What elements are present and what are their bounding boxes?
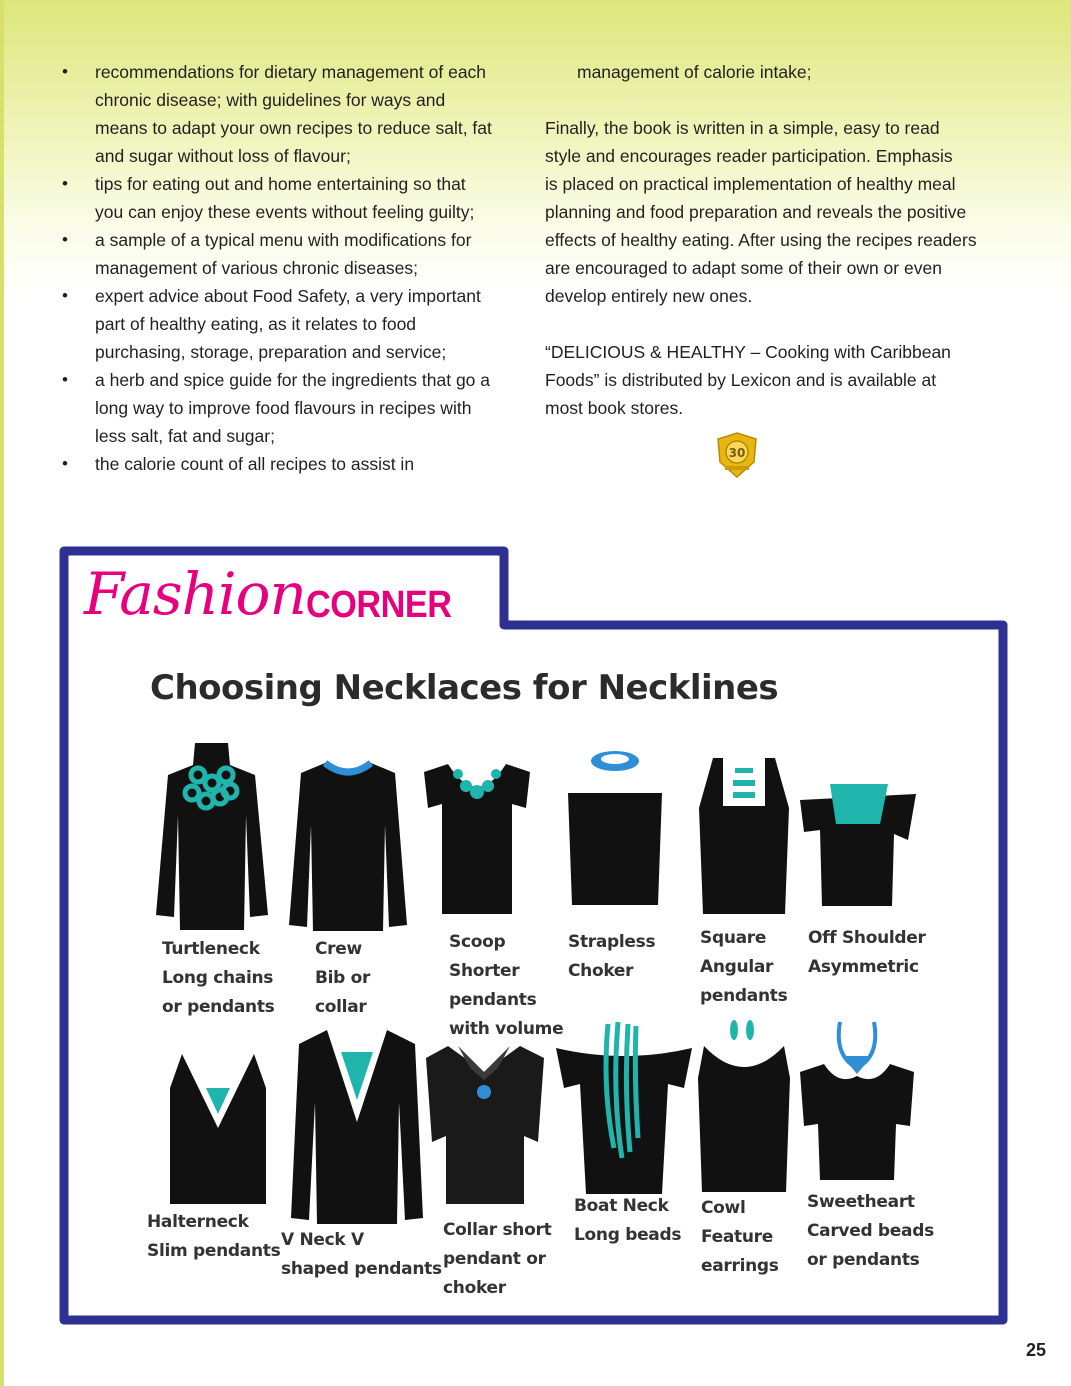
paragraph-line: develop entirely new ones. (545, 286, 753, 306)
bullet-line: • a herb and spice guide for the ingredients that go a (95, 370, 490, 390)
bullet-line: • recommendations for dietary management of each (95, 62, 487, 82)
bullet-line: management of various chronic diseases; (95, 258, 418, 278)
strapless-icon (560, 745, 670, 915)
right-column (545, 58, 1015, 450)
caption-square: Square Angular pendants (700, 928, 788, 1006)
bullet-item (62, 282, 532, 366)
bullet-line: purchasing, storage, preparation and service; (95, 342, 447, 362)
paragraph-line: planning and food preparation and reveals the positive (545, 202, 967, 222)
cowl-icon (694, 1018, 794, 1196)
paragraph-line: Finally, the book is written in a simple, easy to read (545, 118, 940, 138)
caption-crew: Crew Bib or collar (315, 939, 371, 1017)
caption-off-shoulder: Off Shoulder Asymmetric (808, 928, 926, 977)
caption-cowl: Cowl Feature earrings (701, 1198, 779, 1276)
paragraph-line: style and encourages reader participation. Emphasis (545, 146, 953, 166)
caption-sweetheart: Sweetheart Carved beads or pendants (807, 1192, 934, 1270)
left-column (62, 58, 532, 478)
caption-halterneck: Halterneck Slim pendants (147, 1212, 281, 1261)
bullet-item (62, 226, 532, 282)
paragraph-line: effects of healthy eating. After using the recipes readers (545, 230, 977, 250)
bullet-line: chronic disease; with guidelines for ways and (95, 90, 446, 110)
bullet-line: • expert advice about Food Safety, a very important (95, 286, 481, 306)
infographic-title: Choosing Necklaces for Necklines (150, 668, 779, 708)
bullet-line: • tips for eating out and home entertaining so that (95, 174, 466, 194)
book-description-paragraph (545, 114, 1015, 310)
caption-turtleneck: Turtleneck Long chains or pendants (162, 939, 275, 1017)
bullet-line: • the calorie count of all recipes to assist in (95, 454, 415, 474)
v-neck-icon (287, 1022, 427, 1228)
feature-bullet-list (62, 58, 532, 478)
continued-bullet-text: management of calorie intake; (577, 62, 812, 82)
paragraph-line: Foods” is distributed by Lexicon and is available at (545, 370, 937, 390)
caption-strapless: Strapless Choker (568, 932, 656, 981)
turtleneck-icon (150, 735, 275, 935)
anniversary-seal-icon (716, 432, 758, 478)
page-edge-stripe (0, 0, 4, 1386)
caption-scoop: Scoop Shorter pendants with volume (449, 932, 564, 1039)
bullet-line: and sugar without loss of flavour; (95, 146, 351, 166)
page-number: 25 (1026, 1340, 1047, 1360)
off-shoulder-icon (796, 770, 922, 910)
bullet-item (62, 450, 532, 478)
bullet-line: long way to improve food flavours in recipes with (95, 398, 472, 418)
caption-boat-neck: Boat Neck Long beads (574, 1196, 682, 1245)
bullet-line: you can enjoy these events without feeling guilty; (95, 202, 475, 222)
paragraph-line: most book stores. (545, 398, 684, 418)
bullet-line: • a sample of a typical menu with modifications for (95, 230, 472, 250)
caption-collar: Collar short pendant or choker (443, 1220, 552, 1298)
bullet-line: means to adapt your own recipes to reduce salt, fat (95, 118, 492, 138)
paragraph-line: are encouraged to adapt some of their own or even (545, 258, 942, 278)
bullet-item (62, 170, 532, 226)
corner-block-title: CORNER (306, 584, 452, 626)
sweetheart-icon (794, 1016, 920, 1184)
bullet-line: less salt, fat and sugar; (95, 426, 275, 446)
fashion-script-title: Fashion (84, 560, 306, 628)
distribution-paragraph (545, 338, 1015, 422)
scoop-neck-icon (418, 758, 536, 918)
seal-text: 30 (728, 446, 746, 460)
bullet-line: part of healthy eating, as it relates to food (95, 314, 417, 334)
bullet-item (62, 366, 532, 450)
paragraph-line: is placed on practical implementation of healthy meal (545, 174, 956, 194)
boat-neck-icon (552, 1018, 696, 1198)
caption-v-neck: V Neck V shaped pendants (281, 1230, 442, 1279)
bullet-item (62, 58, 532, 170)
collar-icon (418, 1032, 552, 1208)
square-neck-icon (693, 738, 795, 918)
paragraph-line: “DELICIOUS & HEALTHY – Cooking with Caribbean (545, 342, 951, 362)
crew-neck-icon (287, 755, 409, 935)
halterneck-icon (162, 1048, 274, 1208)
